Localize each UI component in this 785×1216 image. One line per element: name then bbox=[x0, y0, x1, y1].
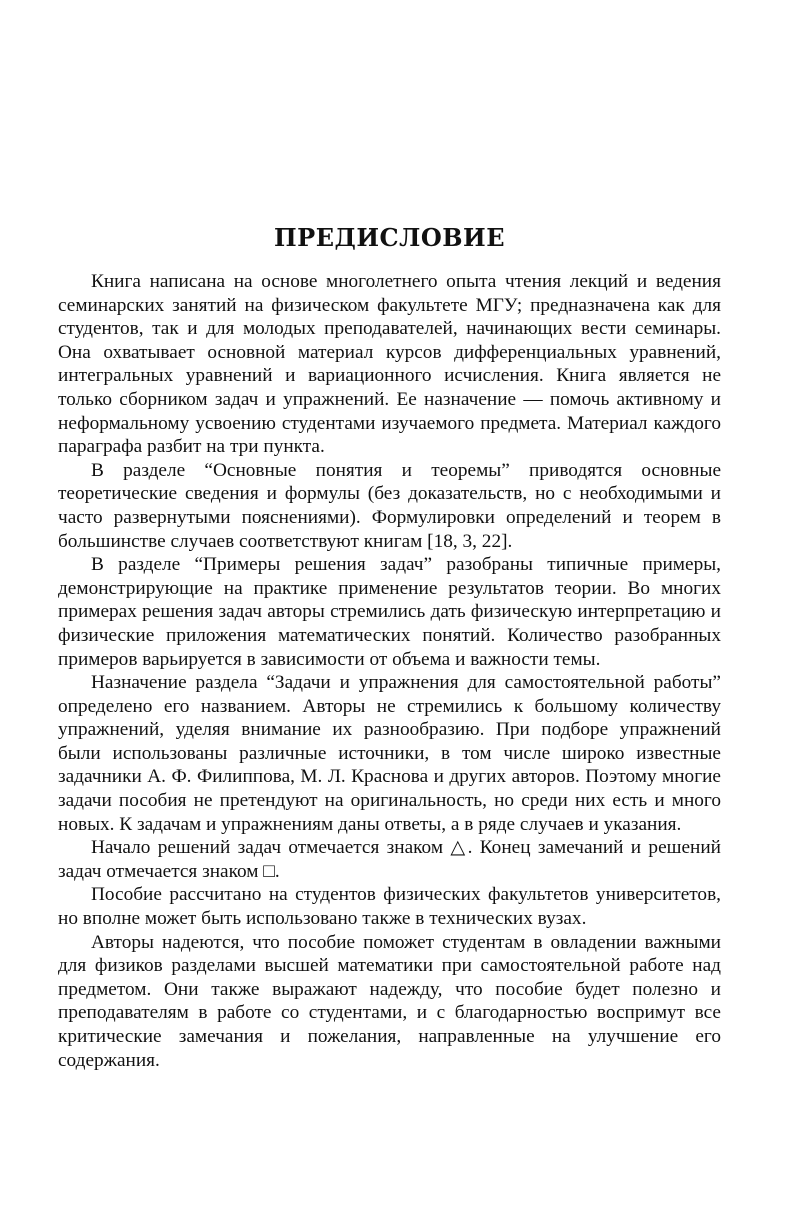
paragraph-closing: Авторы надеются, что пособие поможет студентам в овладении важными для физиков разделами высшей математики при самостоятельной работе над предметом. Они также выражают надежду, что пособие будет полезно и преподавателям в работе со студентами, и с благодарностью воспримут все критические замечания и пожелания, направленные на улучшение его содержания. bbox=[58, 931, 721, 1071]
preface-body bbox=[58, 270, 721, 1072]
book-page bbox=[58, 0, 721, 1216]
paragraph-theory-section: В разделе “Основные понятия и теоремы” приводятся основные теоретические сведения и формулы (без доказательств, но с необходимыми и часто развернутыми пояснениями). Формулировки определений и теорем в большинстве случаев соответствуют книгам [18, 3, 22]. bbox=[58, 459, 721, 552]
paragraph-exercises-section: Назначение раздела “Задачи и упражнения для самостоятельной работы” определено его названием. Авторы не стремились к большому количеству упражнений, уделяя внимание их разнообразию. При подборе упражнений были использованы различные источники, в том числе широко известные задачники А. Ф. Филиппова, М. Л. Краснова и других авторов. Поэтому многие задачи пособия не претендуют на оригинальность, но среди них есть и много новых. К задачам и упражнениям даны ответы, а в ряде случаев и указания. bbox=[58, 672, 721, 835]
paragraph-intro: Книга написана на основе многолетнего опыта чтения лекций и ведения семинарских занятий на физическом факультете МГУ; предназначена как для студентов, так и для молодых преподавателей, начинающих вести семинары. Она охватывает основной материал курсов дифференциальных уравнений, интегральных уравнений и вариационного исчисления. Книга является не только сборником задач и упражнений. Ее назначение — помочь активному и неформальному усвоению студентами изучаемого предмета. Материал каждого параграфа разбит на три пункта. bbox=[58, 271, 721, 458]
paragraph-symbols: Начало решений задач отмечается знаком △. Конец замечаний и решений задач отмечается знаком □. bbox=[58, 837, 721, 882]
page-title: ПРЕДИСЛОВИЕ bbox=[273, 223, 505, 253]
paragraph-examples-section: В разделе “Примеры решения задач” разобраны типичные примеры, демонстрирующие на практике применение результатов теории. Во многих примерах решения задач авторы стремились дать физическую интерпретацию и физические приложения математических понятий. Количество разобранных примеров варьируется в зависимости от объема и важности темы. bbox=[58, 554, 721, 670]
paragraph-audience: Пособие рассчитано на студентов физических факультетов университетов, но вполне может быть использовано также в технических вузах. bbox=[58, 884, 721, 930]
